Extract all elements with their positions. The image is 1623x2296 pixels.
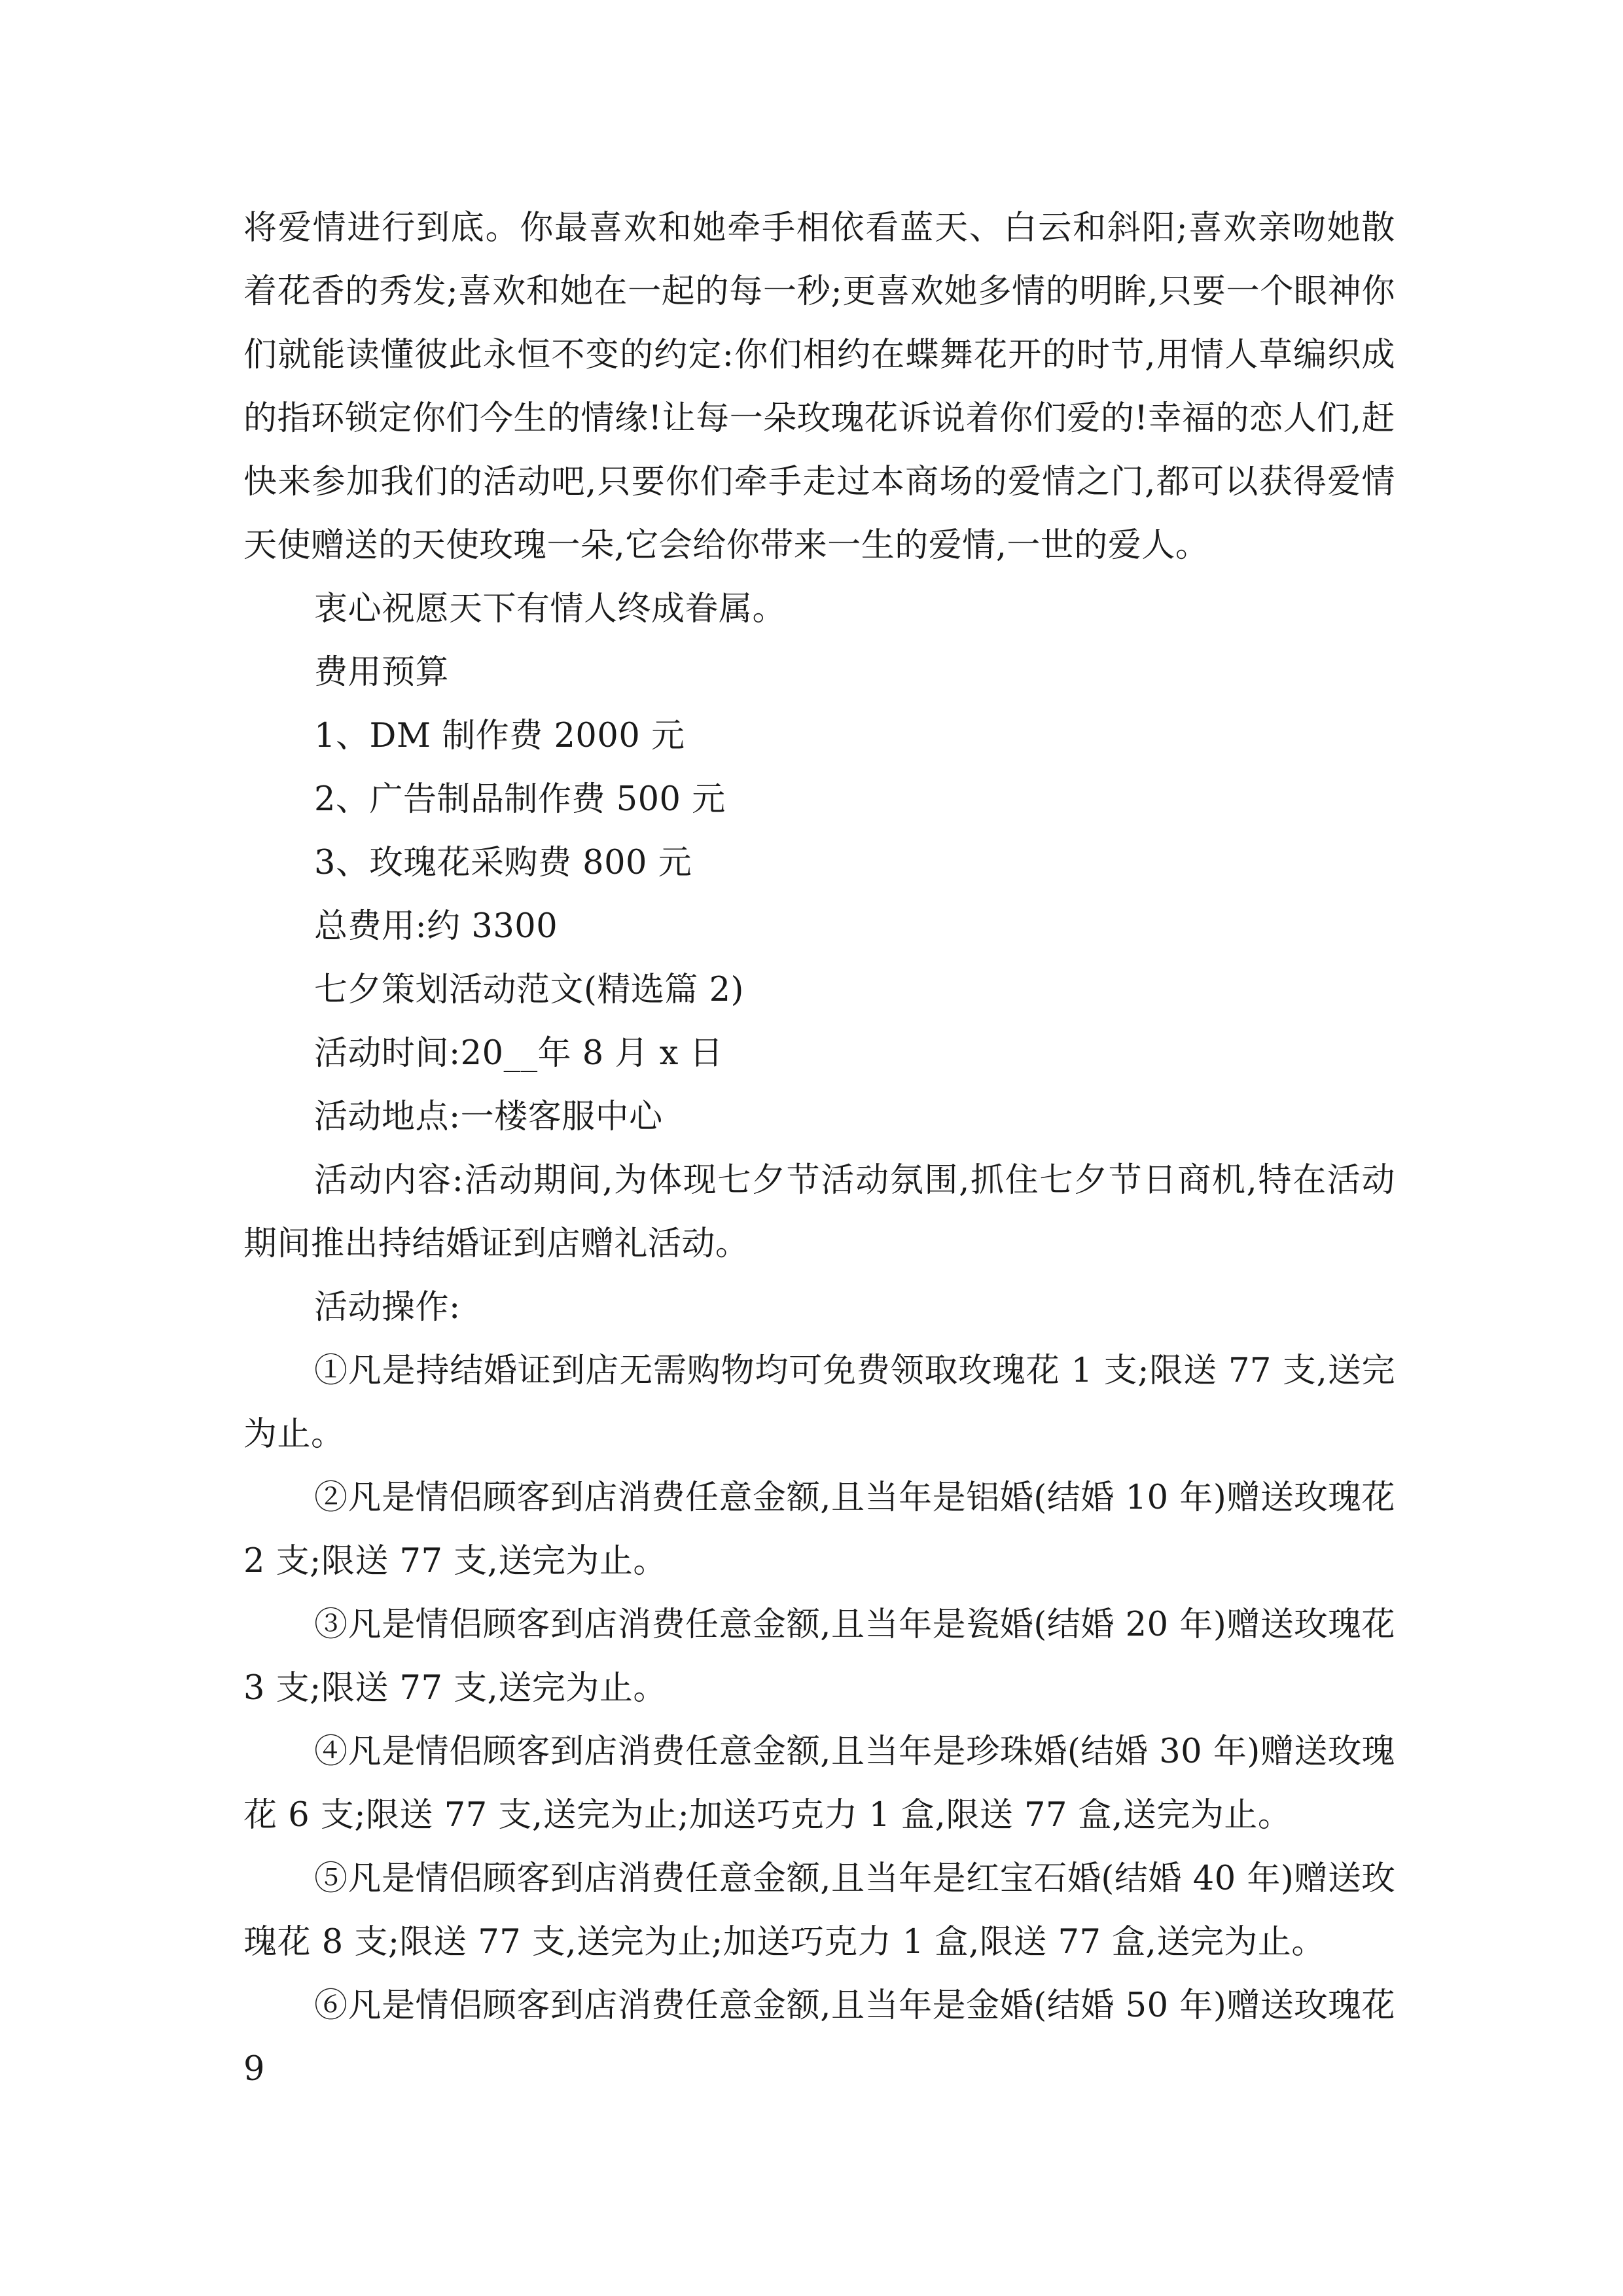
activity-content: 活动内容:活动期间,为体现七夕节活动氛围,抓住七夕节日商机,特在活动期间推出持结婚证到店赠礼活动。 [243,1161,1395,1263]
paragraph-blessing: 衷心祝愿天下有情人终成眷属。 [314,590,787,628]
activity-time: 活动时间:20__年 8 月 x 日 [314,1034,724,1073]
activity-operation-heading: 活动操作: [314,1288,461,1327]
section-heading-budget: 费用预算 [314,653,450,692]
budget-item-dm: 1、DM 制作费 2000 元 [314,717,685,755]
operation-item-5: ⑤凡是情侣顾客到店消费任意金额,且当年是红宝石婚(结婚 40 年)赠送玫瑰花 8 支;限送 77 支,送完为止;加送巧克力 1 盒,限送 77 盒,送完为止。 [243,1859,1395,1962]
operation-item-6: ⑥凡是情侣顾客到店消费任意金额,且当年是金婚(结婚 50 年)赠送玫瑰花 9 [243,1986,1395,2089]
activity-location: 活动地点:一楼客服中心 [314,1098,663,1136]
operation-item-4: ④凡是情侣顾客到店消费任意金额,且当年是珍珠婚(结婚 30 年)赠送玫瑰花 6 支;限送 77 支,送完为止;加送巧克力 1 盒,限送 77 盒,送完为止。 [243,1732,1395,1835]
budget-item-roses: 3、玫瑰花采购费 800 元 [314,844,692,882]
section-heading-article-2: 七夕策划活动范文(精选篇 2) [314,971,744,1009]
operation-item-1: ①凡是持结婚证到店无需购物均可免费领取玫瑰花 1 支;限送 77 支,送完为止。 [243,1352,1395,1454]
operation-item-2: ②凡是情侣顾客到店消费任意金额,且当年是铝婚(结婚 10 年)赠送玫瑰花 2 支;限送 77 支,送完为止。 [243,1479,1395,1581]
paragraph-intro-continued: 将爱情进行到底。你最喜欢和她牵手相依看蓝天、白云和斜阳;喜欢亲吻她散着花香的秀发;喜欢和她在一起的每一秒;更喜欢她多情的明眸,只要一个眼神你们就能读懂彼此永恒不变的约定:你们相约在蝶舞花开的时节,用情人草编织成的指环锁定你们今生的情缘!让每一朵玫瑰花诉说着你们爱的!幸福的恋人们,赶快来参加我们的活动吧,只要你们牵手走过本商场的爱情之门,都可以获得爱情天使赠送的天使玫瑰一朵,它会给你带来一生的爱情,一世的爱人。 [243,209,1395,565]
document-body [243,196,1395,2101]
budget-total: 总费用:约 3300 [314,907,558,946]
budget-item-ads: 2、广告制品制作费 500 元 [314,780,726,819]
operation-item-3: ③凡是情侣顾客到店消费任意金额,且当年是瓷婚(结婚 20 年)赠送玫瑰花 3 支;限送 77 支,送完为止。 [243,1605,1395,1708]
